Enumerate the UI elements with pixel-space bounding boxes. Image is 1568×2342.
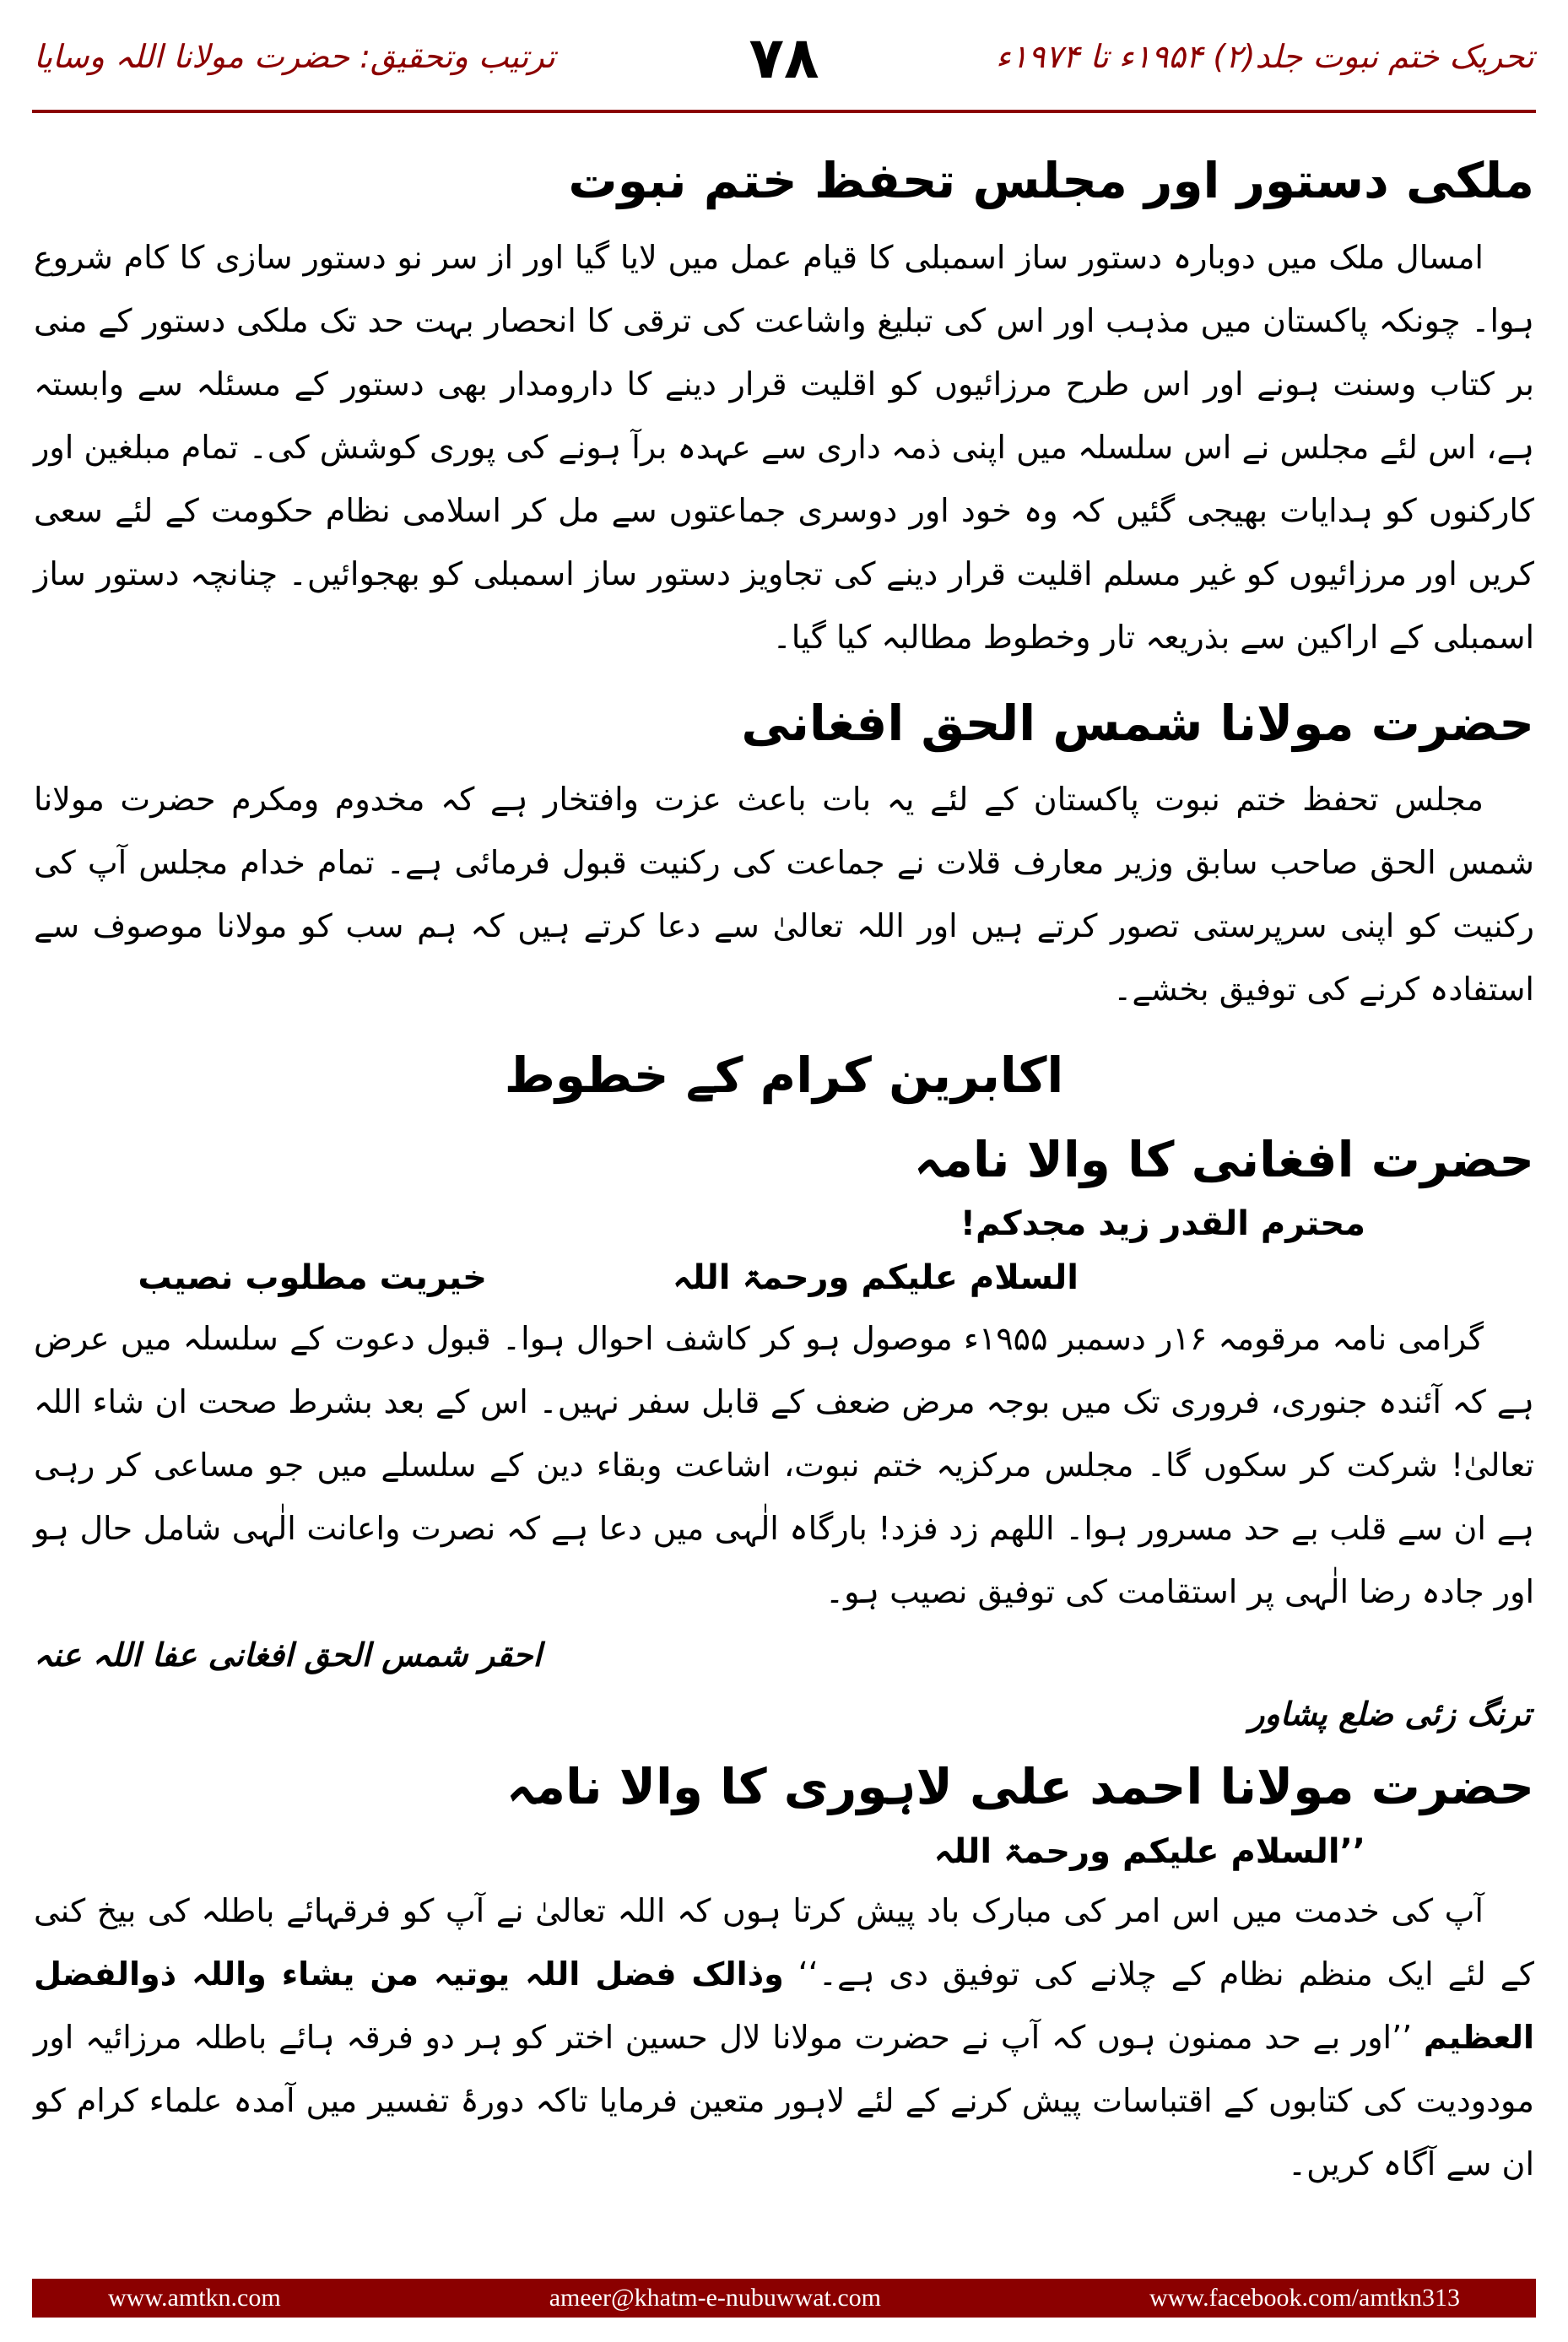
page-content <box>34 127 1534 2196</box>
heading-lahori-letter: حضرت مولانا احمد علی لاہوری کا والا نامہ <box>506 1758 1534 1816</box>
arabic-quote: وذالک فضل اللہ یوتیہ من یشاء واللہ ذوالفضل العظیم <box>34 1955 1534 2056</box>
letter-body: گرامی نامہ مرقومہ ۱۶ر دسمبر ۱۹۵۵ء موصول ہو کر کاشف احوال ہوا۔ قبول دعوت کے سلسلہ میں عرض ہے کہ آئندہ جنوری، فروری تک میں بوجہ مرض ضعف کے قابل سفر نہیں۔ اس کے بعد بشرط صحت ان شاء اللہ تعالیٰ! شرکت کر سکوں گا۔ مجلس مرکزیہ ختم نبوت، اشاعت وبقاء دین کے سلسلے میں جو مساعی کر رہی ہے ان سے قلب بے حد مسرور ہوا۔ اللھم زد فزد! بارگاہ الٰہی میں دعا ہے کہ نصرت واعانت الٰہی شامل حال ہو اور جادہ رضا الٰہی پر استقامت کی توفیق نصیب ہو۔ <box>34 1320 1534 1611</box>
lahori-body <box>34 1880 1534 2196</box>
footer-facebook-link[interactable]: www.facebook.com/amtkn313 <box>1149 2284 1460 2312</box>
salaam-text: السلام علیکم ورحمۃ اللہ <box>673 1258 1079 1298</box>
heading-letters: اکابرین کرام کے خطوط <box>504 1047 1064 1105</box>
header-rule <box>32 110 1536 113</box>
compiler-credit: ترتیب وتحقیق: حضرت مولانا اللہ وسایا <box>34 38 555 75</box>
lahori-salaam: ’’السلام علیکم ورحمۃ اللہ <box>933 1831 1365 1871</box>
wellbeing-text: خیریت مطلوب نصیب <box>138 1258 488 1298</box>
heading-afghani: حضرت مولانا شمس الحق افغانی <box>741 694 1534 752</box>
paragraph-afghani: مجلس تحفظ ختم نبوت پاکستان کے لئے یہ بات باعث عزت وافتخار ہے کہ مخدوم ومکرم حضرت مولانا شمس الحق صاحب سابق وزیر معارف قلات نے جماعت کی رکنیت قبول فرمائی ہے۔ تمام خدام مجلس آپ کی رکنیت کو اپنی سرپرستی تصور کرتے ہیں اور اللہ تعالیٰ سے دعا کرتے ہیں کہ ہم سب کو مولانا موصوف سے استفادہ کرنے کی توفیق بخشے۔ <box>34 781 1534 1009</box>
book-title: تحریک ختم نبوت جلد(۲) ۱۹۵۴ء تا ۱۹۷۴ء <box>995 38 1534 75</box>
letter-address: محترم القدر زید مجدکم! <box>960 1204 1365 1244</box>
letter-place: ترنگ زئی ضلع پشاور <box>1249 1696 1532 1734</box>
footer-email-link[interactable]: ameer@khatm-e-nubuwwat.com <box>549 2284 882 2312</box>
heading-constitution: ملکی دستور اور مجلس تحفظ ختم نبوت <box>568 152 1534 209</box>
letter-signature: احقر شمس الحق افغانی عفا اللہ عنہ <box>34 1636 542 1674</box>
page-footer <box>32 2279 1536 2318</box>
lahori-body-part2: ’’اور بے حد ممنون ہوں کہ آپ نے حضرت مولانا لال حسین اختر کو ہر دو فرقہ ہائے باطلہ مرزائیہ اور مودودیت کی کتابوں کے اقتباسات پیش کرنے کے لئے لاہور متعین فرمایا تاکہ دورۂ تفسیر میں آمدہ علماء کرام کو ان سے آگاہ کریں۔ <box>34 2018 1534 2182</box>
heading-afghani-letter: حضرت افغانی کا والا نامہ <box>914 1130 1534 1188</box>
footer-website-link[interactable]: www.amtkn.com <box>108 2284 281 2312</box>
salaam-row <box>34 1258 1079 1297</box>
lahori-body-part1: آپ کی خدمت میں اس امر کی مبارک باد پیش کرتا ہوں کہ اللہ تعالیٰ نے آپ کو فرقہائے باطلہ کی بیخ کنی کے لئے ایک منظم نظام کے چلانے کی توفیق دی ہے۔‘‘ <box>34 1891 1534 1993</box>
signature-row <box>34 1624 1534 1687</box>
page-number: ۷۸ <box>749 25 819 92</box>
page-header <box>0 0 1568 127</box>
paragraph-constitution: امسال ملک میں دوبارہ دستور ساز اسمبلی کا قیام عمل میں لایا گیا اور از سر نو دستور سازی کا کام شروع ہوا۔ چونکہ پاکستان میں مذہب اور اس کی تبلیغ واشاعت کی ترقی کا انحصار بہت حد تک ملکی دستور کے منی بر کتاب وسنت ہونے اور اس طرح مرزائیوں کو اقلیت قرار دینے کا دارومدار بھی دستور کے مسئلہ سے وابستہ ہے، اس لئے مجلس نے اس سلسلہ میں اپنی ذمہ داری سے عہدہ برآ ہونے کی پوری کوشش کی۔ تمام مبلغین اور کارکنوں کو ہدایات بھیجی گئیں کہ وہ خود اور دوسری جماعتوں سے مل کر اسلامی نظام حکومت کے لئے سعی کریں اور مرزائیوں کو غیر مسلم اقلیت قرار دینے کی تجاویز دستور ساز اسمبلی کو بھجوائیں۔ چنانچہ دستور ساز اسمبلی کے اراکین سے بذریعہ تار وخطوط مطالبہ کیا گیا۔ <box>34 238 1534 656</box>
